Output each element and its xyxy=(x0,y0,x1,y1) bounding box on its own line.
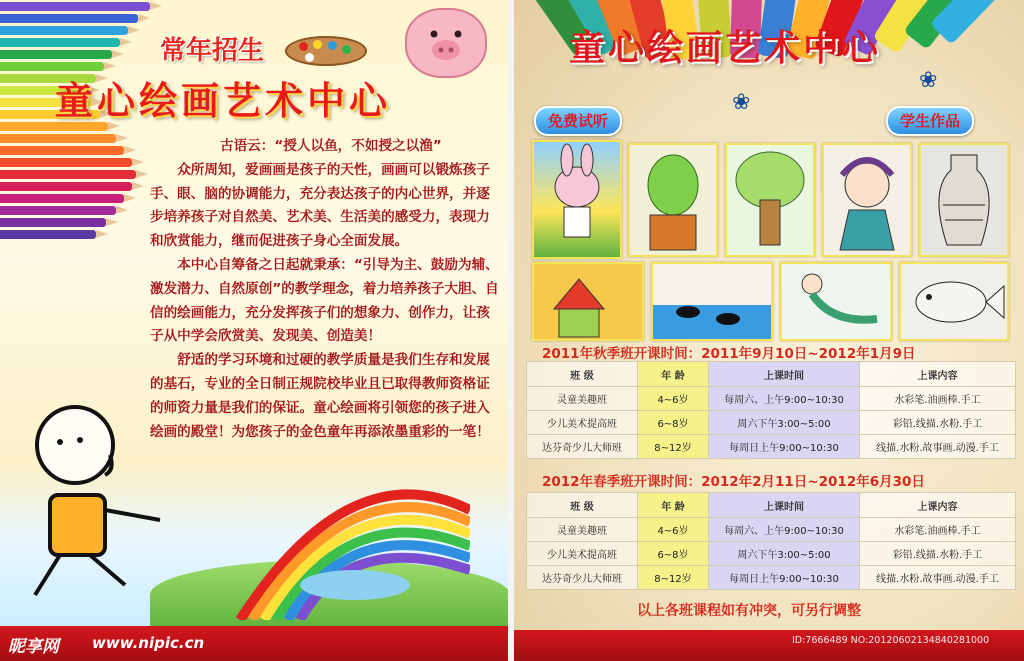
intro-paragraph-1: 众所周知，爱画画是孩子的天性，画画可以锻炼孩子手、眼、脑的协调能力，充分表达孩子的内心世界，并逐步培养孩子对自然美、艺术美、生活美的感受力，表现力和欣赏能力，继而促进孩子身心全面发展。 xyxy=(150,161,490,250)
schedule-note: 以上各班课程如有冲突，可另行调整 xyxy=(637,603,861,619)
watermark-bar xyxy=(0,626,508,661)
intro-quote: 古语云：“授人以鱼，不如授之以渔” xyxy=(220,138,442,154)
age-range: 8~12岁 xyxy=(638,566,709,590)
artwork-thumbnail xyxy=(725,143,815,257)
header-class: 班 级 xyxy=(527,362,638,387)
spring-schedule-table xyxy=(526,492,1016,590)
class-content: 水彩笔.油画棒.手工 xyxy=(860,518,1016,542)
palette-icon xyxy=(285,36,367,66)
watermark-url: www.nipic.cn xyxy=(92,634,205,652)
artwork-thumbnail xyxy=(532,140,622,259)
right-flyer-panel xyxy=(514,0,1024,661)
class-content: 彩铅.线描.水粉.手工 xyxy=(860,542,1016,566)
intro-paragraph-3: 舒适的学习环境和过硬的教学质量是我们生存和发展的基石，专业的全日制正规院校毕业且已取得教师资格证的师资力量是我们的保证。童心绘画将引领您的孩子进入绘画的殿堂！为您孩子的金色童年再添浓墨重彩的一笔！ xyxy=(150,352,490,440)
age-range: 4~6岁 xyxy=(638,518,709,542)
class-name: 达芬奇少儿大师班 xyxy=(527,566,638,590)
header-age: 年 龄 xyxy=(638,362,709,387)
header-class: 班 级 xyxy=(527,493,638,518)
class-name: 少儿美术提高班 xyxy=(527,542,638,566)
colored-pencils-decoration xyxy=(0,0,140,270)
center-name-heading-right: 童心绘画艺术中心 xyxy=(569,28,882,69)
table-row xyxy=(527,518,1016,542)
pig-icon xyxy=(405,8,487,78)
class-content: 线描.水粉.故事画.动漫.手工 xyxy=(860,566,1016,590)
table-row xyxy=(527,542,1016,566)
student-works-badge: 学生作品 xyxy=(886,106,974,136)
artwork-thumbnail xyxy=(899,262,1009,341)
butterfly-icon: ❀ xyxy=(919,68,938,93)
class-name: 少儿美术提高班 xyxy=(527,411,638,435)
class-time: 每周日上午9:00~10:30 xyxy=(709,435,860,459)
watermark-logo: 昵享网 xyxy=(8,637,59,657)
image-id-text: ID:7666489 NO:20120602134840281000 xyxy=(792,635,990,646)
autumn-schedule-title: 2011年秋季班开课时间：2011年9月10日~2012年1月9日 xyxy=(542,346,916,362)
header-age: 年 龄 xyxy=(638,493,709,518)
header-time: 上课时间 xyxy=(709,362,860,387)
class-name: 灵童美趣班 xyxy=(527,518,638,542)
free-trial-badge: 免费试听 xyxy=(534,106,622,136)
class-name: 灵童美趣班 xyxy=(527,387,638,411)
artwork-thumbnail xyxy=(919,143,1009,257)
table-row xyxy=(527,566,1016,590)
artwork-thumbnail xyxy=(780,262,892,341)
class-name: 达芬奇少儿大师班 xyxy=(527,435,638,459)
table-row xyxy=(527,435,1016,459)
stick-figure-illustration xyxy=(20,400,170,600)
class-content: 线描.水粉.故事画.动漫.手工 xyxy=(860,435,1016,459)
age-range: 8~12岁 xyxy=(638,435,709,459)
class-time: 每周六、上午9:00~10:30 xyxy=(709,518,860,542)
class-time: 周六下午3:00~5:00 xyxy=(709,411,860,435)
class-content: 水彩笔.油画棒.手工 xyxy=(860,387,1016,411)
intro-text xyxy=(150,135,500,444)
artwork-thumbnail xyxy=(532,262,644,341)
class-time: 每周日上午9:00~10:30 xyxy=(709,566,860,590)
center-name-heading: 童心绘画艺术中心 xyxy=(55,79,392,123)
table-row xyxy=(527,411,1016,435)
class-time: 每周六、上午9:00~10:30 xyxy=(709,387,860,411)
autumn-schedule-table xyxy=(526,361,1016,459)
intro-paragraph-2: 本中心自筹备之日起就秉承：“引导为主、鼓励为辅、激发潜力、自然原创”的教学理念，着力培养孩子大胆、自信的绘画能力，充分发挥孩子们的想象力、创作力，让孩子从中学会欣赏美、发现美、创造美！ xyxy=(150,256,499,345)
artwork-thumbnail xyxy=(628,143,718,257)
spring-schedule-title: 2012年春季班开课时间：2012年2月11日~2012年6月30日 xyxy=(542,474,925,490)
class-content: 彩铅.线描.水粉.手工 xyxy=(860,411,1016,435)
age-range: 6~8岁 xyxy=(638,542,709,566)
table-row xyxy=(527,387,1016,411)
class-time: 周六下午3:00~5:00 xyxy=(709,542,860,566)
butterfly-icon: ❀ xyxy=(732,90,751,115)
enrollment-heading: 常年招生 xyxy=(160,36,265,66)
artwork-thumbnail xyxy=(651,262,773,341)
header-content: 上课内容 xyxy=(860,493,1016,518)
header-time: 上课时间 xyxy=(709,493,860,518)
age-range: 4~6岁 xyxy=(638,387,709,411)
age-range: 6~8岁 xyxy=(638,411,709,435)
pond-illustration xyxy=(300,570,410,600)
artwork-thumbnail xyxy=(822,143,912,257)
left-flyer-panel xyxy=(0,0,508,661)
table-header-row xyxy=(527,493,1016,518)
table-header-row xyxy=(527,362,1016,387)
header-content: 上课内容 xyxy=(860,362,1016,387)
